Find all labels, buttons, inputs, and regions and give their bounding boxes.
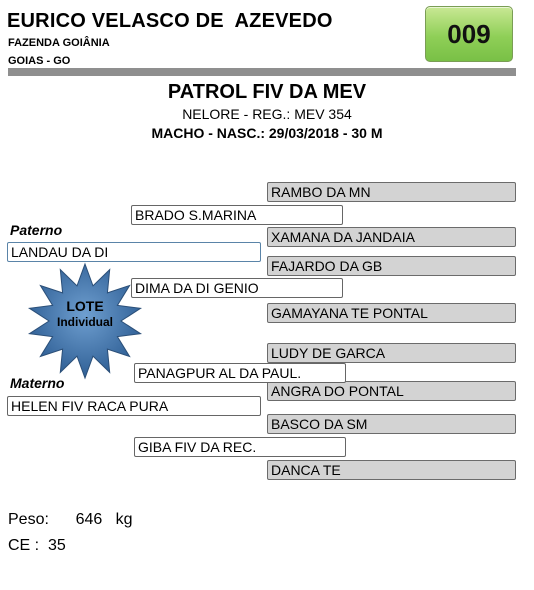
lote-label: LOTE [66, 298, 104, 314]
ce-value: 35 [48, 537, 66, 554]
header-divider [8, 68, 516, 76]
great-grandparent-8: DANCA TE [267, 460, 516, 480]
weight-line [8, 511, 133, 529]
animal-breed-registration: NELORE - REG.: MEV 354 [182, 106, 352, 122]
great-grandparent-2: XAMANA DA JANDAIA [267, 227, 516, 247]
sire-box: LANDAU DA DI [7, 242, 261, 262]
lote-individual-label [26, 298, 144, 330]
lot-number-badge: 009 [425, 6, 513, 62]
weight-unit: kg [115, 511, 133, 528]
ce-line [8, 537, 66, 555]
farm-name: FAZENDA GOIÂNIA [8, 37, 110, 49]
weight-label: Peso: [8, 511, 49, 528]
paternal-granddam: DIMA DA DI GENIO [131, 278, 343, 298]
paternal-grandsire: BRADO S.MARINA [131, 205, 343, 225]
dam-box: HELEN FIV RACA PURA [7, 396, 261, 416]
great-grandparent-3: FAJARDO DA GB [267, 256, 516, 276]
individual-label: Individual [56, 315, 113, 329]
maternal-grandsire: PANAGPUR AL DA PAUL. [134, 363, 346, 383]
great-grandparent-1: RAMBO DA MN [267, 182, 516, 202]
maternal-label: Materno [10, 375, 65, 391]
animal-sex-birth: MACHO - NASC.: 29/03/2018 - 30 M [151, 125, 383, 141]
great-grandparent-5: LUDY DE GARCA [267, 343, 516, 363]
paternal-label: Paterno [10, 222, 63, 238]
farm-location: GOIAS - GO [8, 55, 71, 67]
animal-name: PATROL FIV DA MEV [167, 81, 367, 103]
great-grandparent-4: GAMAYANA TE PONTAL [267, 303, 516, 323]
great-grandparent-7: BASCO DA SM [267, 414, 516, 434]
maternal-granddam: GIBA FIV DA REC. [134, 437, 346, 457]
ce-label: CE : [8, 537, 40, 554]
great-grandparent-6: ANGRA DO PONTAL [267, 381, 516, 401]
weight-value: 646 [75, 511, 103, 528]
owner-name: EURICO VELASCO DE AZEVEDO [7, 10, 333, 32]
